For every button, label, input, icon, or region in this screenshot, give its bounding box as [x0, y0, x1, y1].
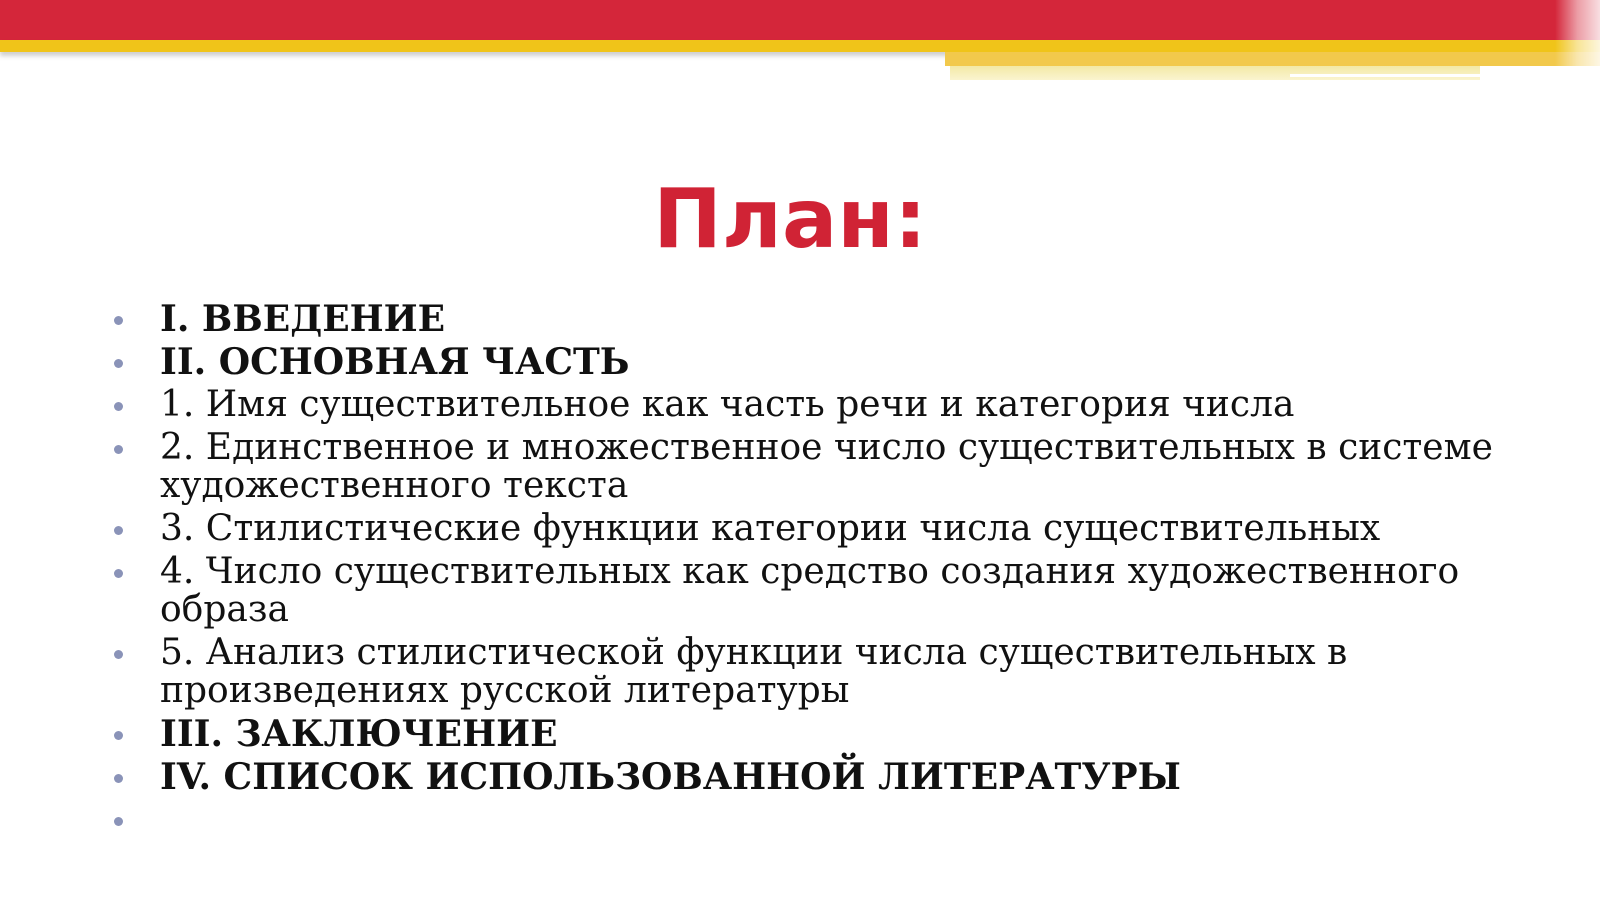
- plan-list: [110, 300, 1560, 844]
- bullet-icon: [114, 817, 123, 826]
- list-item-empty: [110, 801, 1560, 839]
- list-item-text: I. ВВЕДЕНИЕ: [160, 298, 446, 340]
- list-item-text: 1. Имя существительное как часть речи и категория числа: [160, 384, 1295, 425]
- list-item: [110, 510, 1560, 548]
- bullet-icon: [114, 359, 123, 368]
- list-item: [110, 429, 1560, 505]
- list-item: [110, 758, 1560, 796]
- top-right-fade: [1555, 0, 1600, 82]
- list-item-text: III. ЗАКЛЮЧЕНИЕ: [160, 713, 558, 755]
- top-red-band: [0, 0, 1600, 40]
- bullet-icon: [114, 569, 123, 578]
- top-yellow-accent: [945, 52, 1600, 66]
- list-item-text: II. ОСНОВНАЯ ЧАСТЬ: [160, 341, 630, 383]
- bullet-icon: [114, 526, 123, 535]
- list-item-text: IV. СПИСОК ИСПОЛЬЗОВАННОЙ ЛИТЕРАТУРЫ: [160, 756, 1181, 798]
- bullet-icon: [114, 445, 123, 454]
- bullet-icon: [114, 731, 123, 740]
- bullet-icon: [114, 650, 123, 659]
- list-item-text: 5. Анализ стилистической функции числа существительных в произведениях русской литературы: [160, 632, 1348, 711]
- slide-title: План:: [653, 172, 927, 267]
- top-yellow-band: [0, 40, 1600, 52]
- list-item: [110, 634, 1560, 710]
- list-item-text: 2. Единственное и множественное число существительных в системе художественного текста: [160, 427, 1493, 506]
- top-white-line: [1290, 74, 1480, 77]
- list-item: [110, 300, 1560, 338]
- top-light-stripe: [950, 66, 1480, 80]
- list-item-text: 4. Число существительных как средство создания художественного образа: [160, 551, 1460, 630]
- list-item: [110, 343, 1560, 381]
- list-item-text: 3. Стилистические функции категории числа существительных: [160, 508, 1381, 549]
- bullet-icon: [114, 316, 123, 325]
- list-item: [110, 553, 1560, 629]
- bullet-icon: [114, 774, 123, 783]
- list-item: [110, 386, 1560, 424]
- bullet-icon: [114, 402, 123, 411]
- list-item: [110, 715, 1560, 753]
